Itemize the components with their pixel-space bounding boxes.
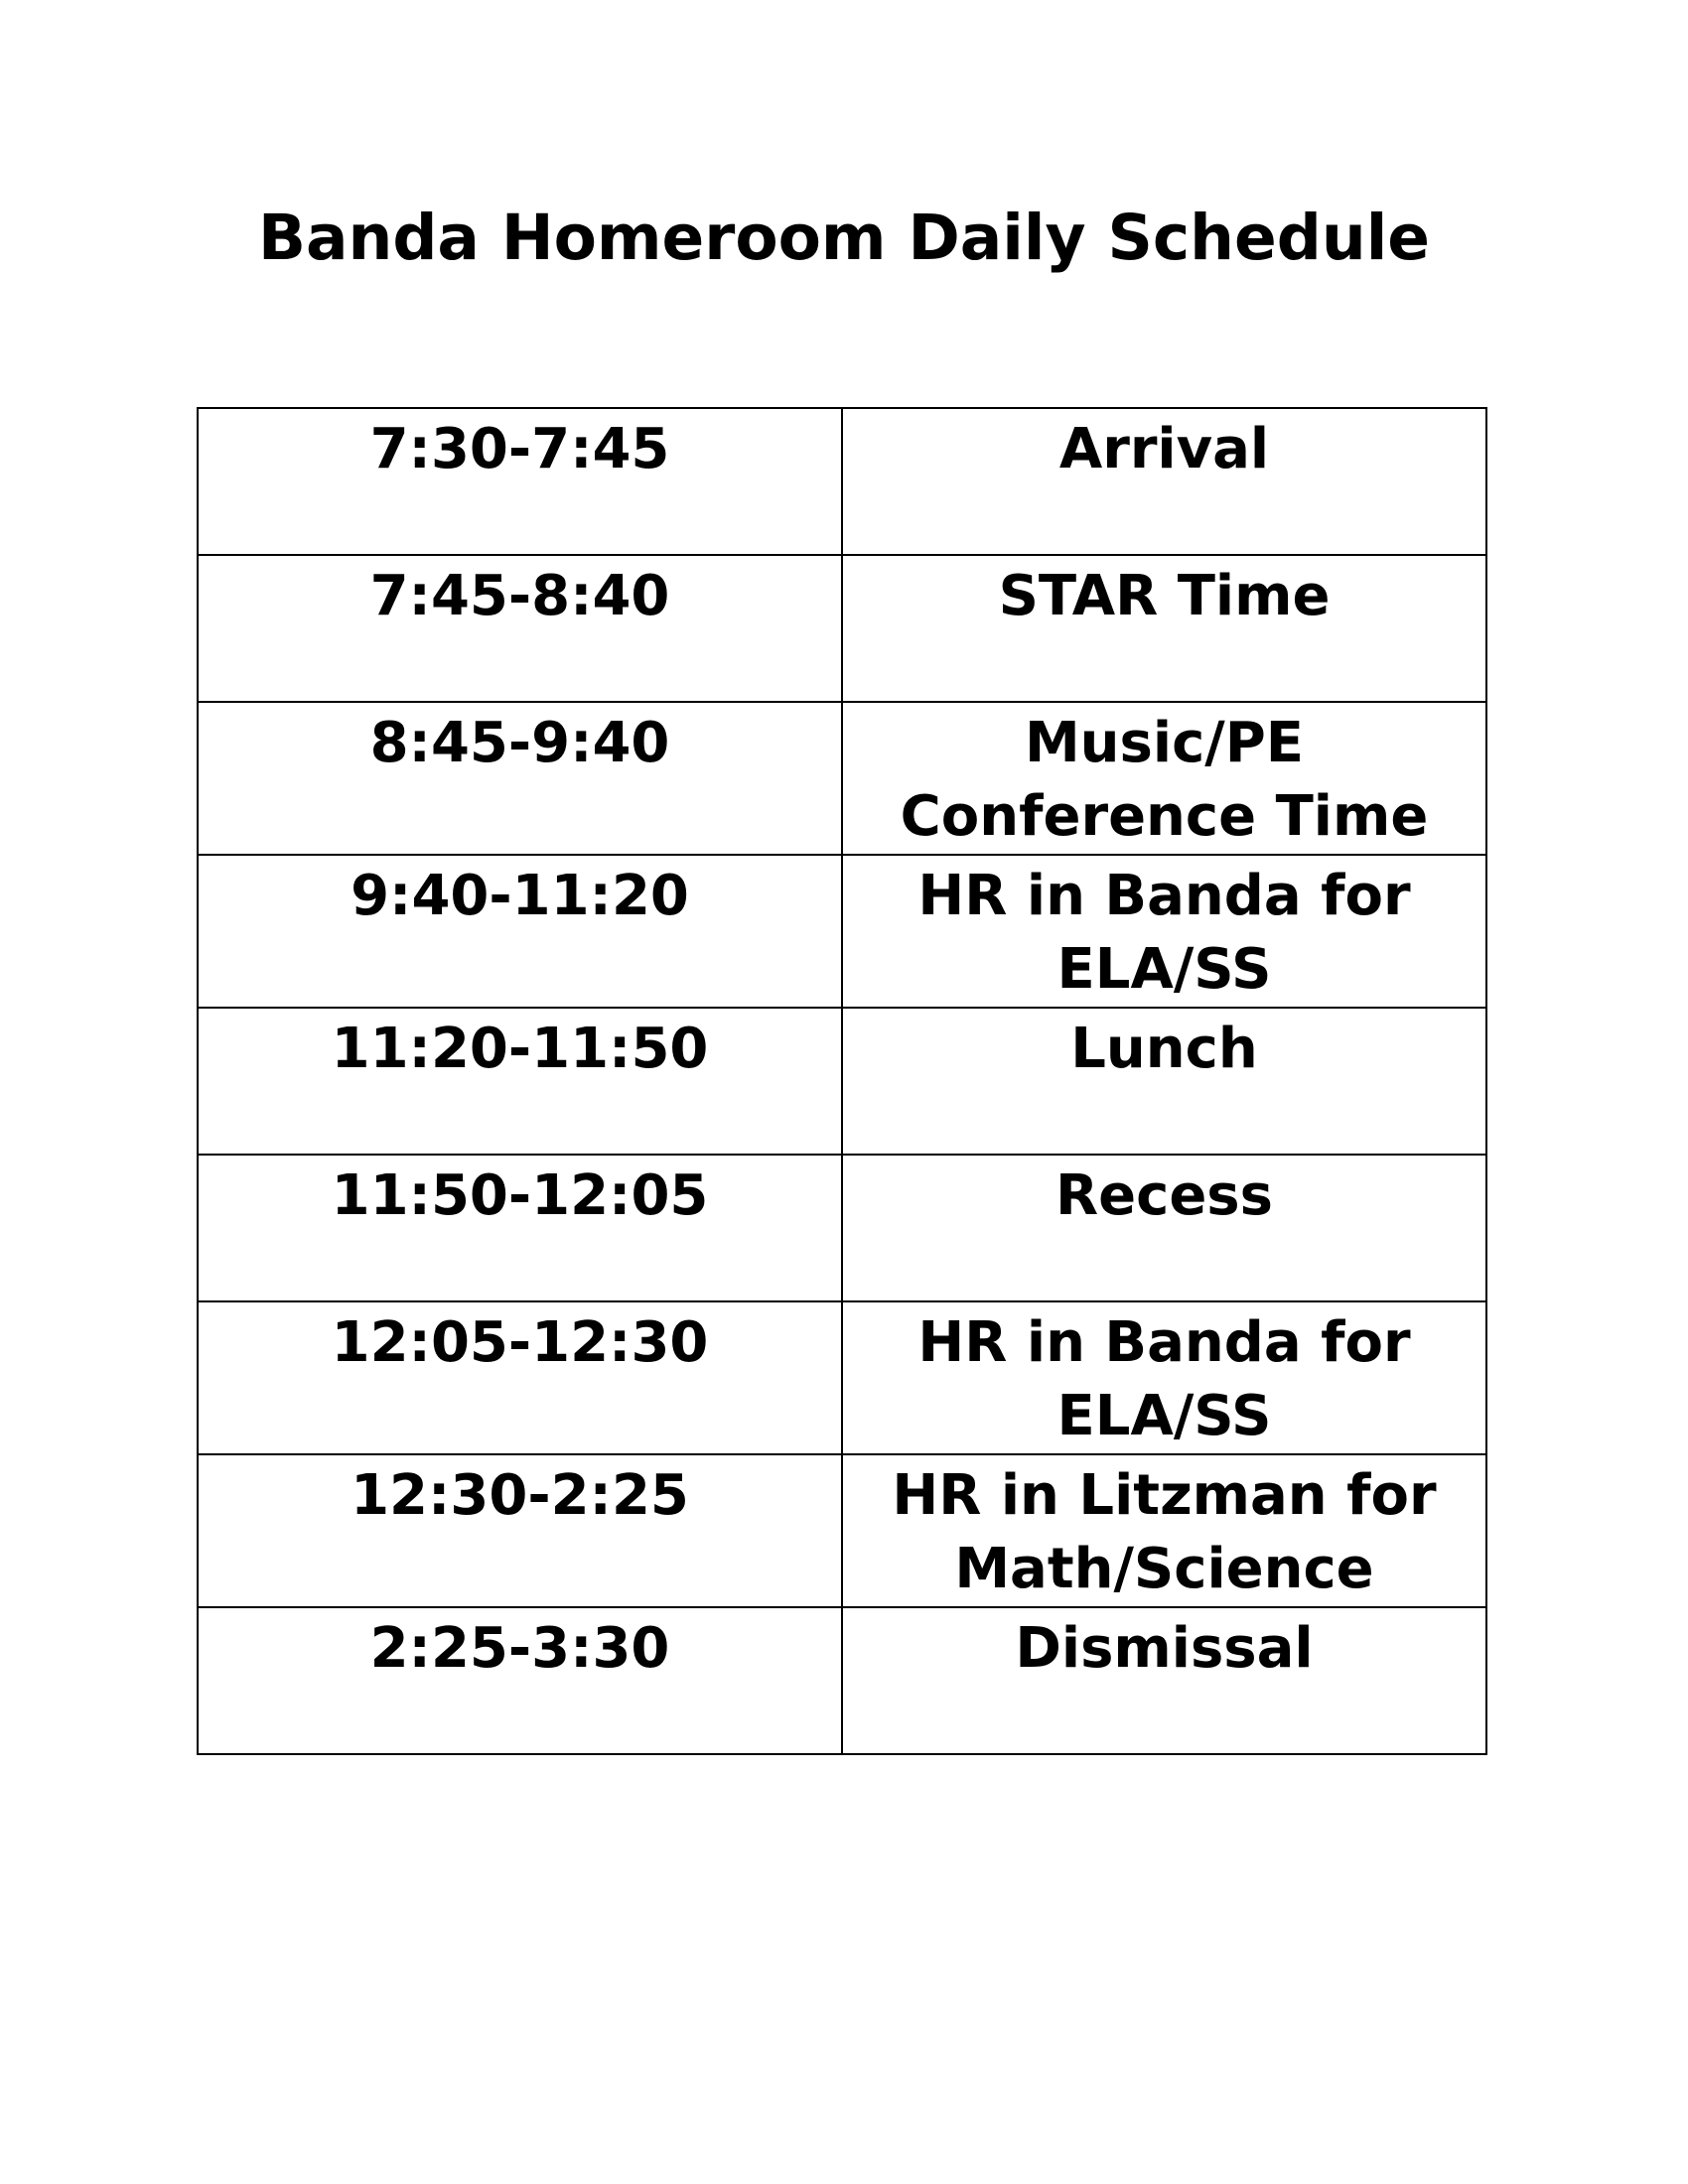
table-row — [198, 1301, 1486, 1454]
activity-cell: STAR Time — [842, 555, 1486, 702]
activity-cell: HR in Litzman for Math/Science — [842, 1454, 1486, 1607]
page-title: Banda Homeroom Daily Schedule — [257, 202, 1431, 274]
time-cell: 8:45-9:40 — [198, 702, 842, 855]
time-cell: 9:40-11:20 — [198, 855, 842, 1008]
activity-cell: HR in Banda for ELA/SS — [842, 855, 1486, 1008]
activity-cell: Recess — [842, 1155, 1486, 1301]
table-row — [198, 1454, 1486, 1607]
time-cell: 7:30-7:45 — [198, 408, 842, 555]
schedule-table — [197, 407, 1487, 1755]
table-row — [198, 1155, 1486, 1301]
table-row — [198, 702, 1486, 855]
time-cell: 11:50-12:05 — [198, 1155, 842, 1301]
time-cell: 12:30-2:25 — [198, 1454, 842, 1607]
table-row — [198, 1607, 1486, 1754]
activity-cell: Lunch — [842, 1008, 1486, 1155]
table-row — [198, 408, 1486, 555]
time-cell: 2:25-3:30 — [198, 1607, 842, 1754]
time-cell: 11:20-11:50 — [198, 1008, 842, 1155]
table-row — [198, 855, 1486, 1008]
activity-cell: Music/PE Conference Time — [842, 702, 1486, 855]
time-cell: 12:05-12:30 — [198, 1301, 842, 1454]
table-row — [198, 1008, 1486, 1155]
activity-cell: Dismissal — [842, 1607, 1486, 1754]
activity-cell: Arrival — [842, 408, 1486, 555]
time-cell: 7:45-8:40 — [198, 555, 842, 702]
activity-cell: HR in Banda for ELA/SS — [842, 1301, 1486, 1454]
table-row — [198, 555, 1486, 702]
